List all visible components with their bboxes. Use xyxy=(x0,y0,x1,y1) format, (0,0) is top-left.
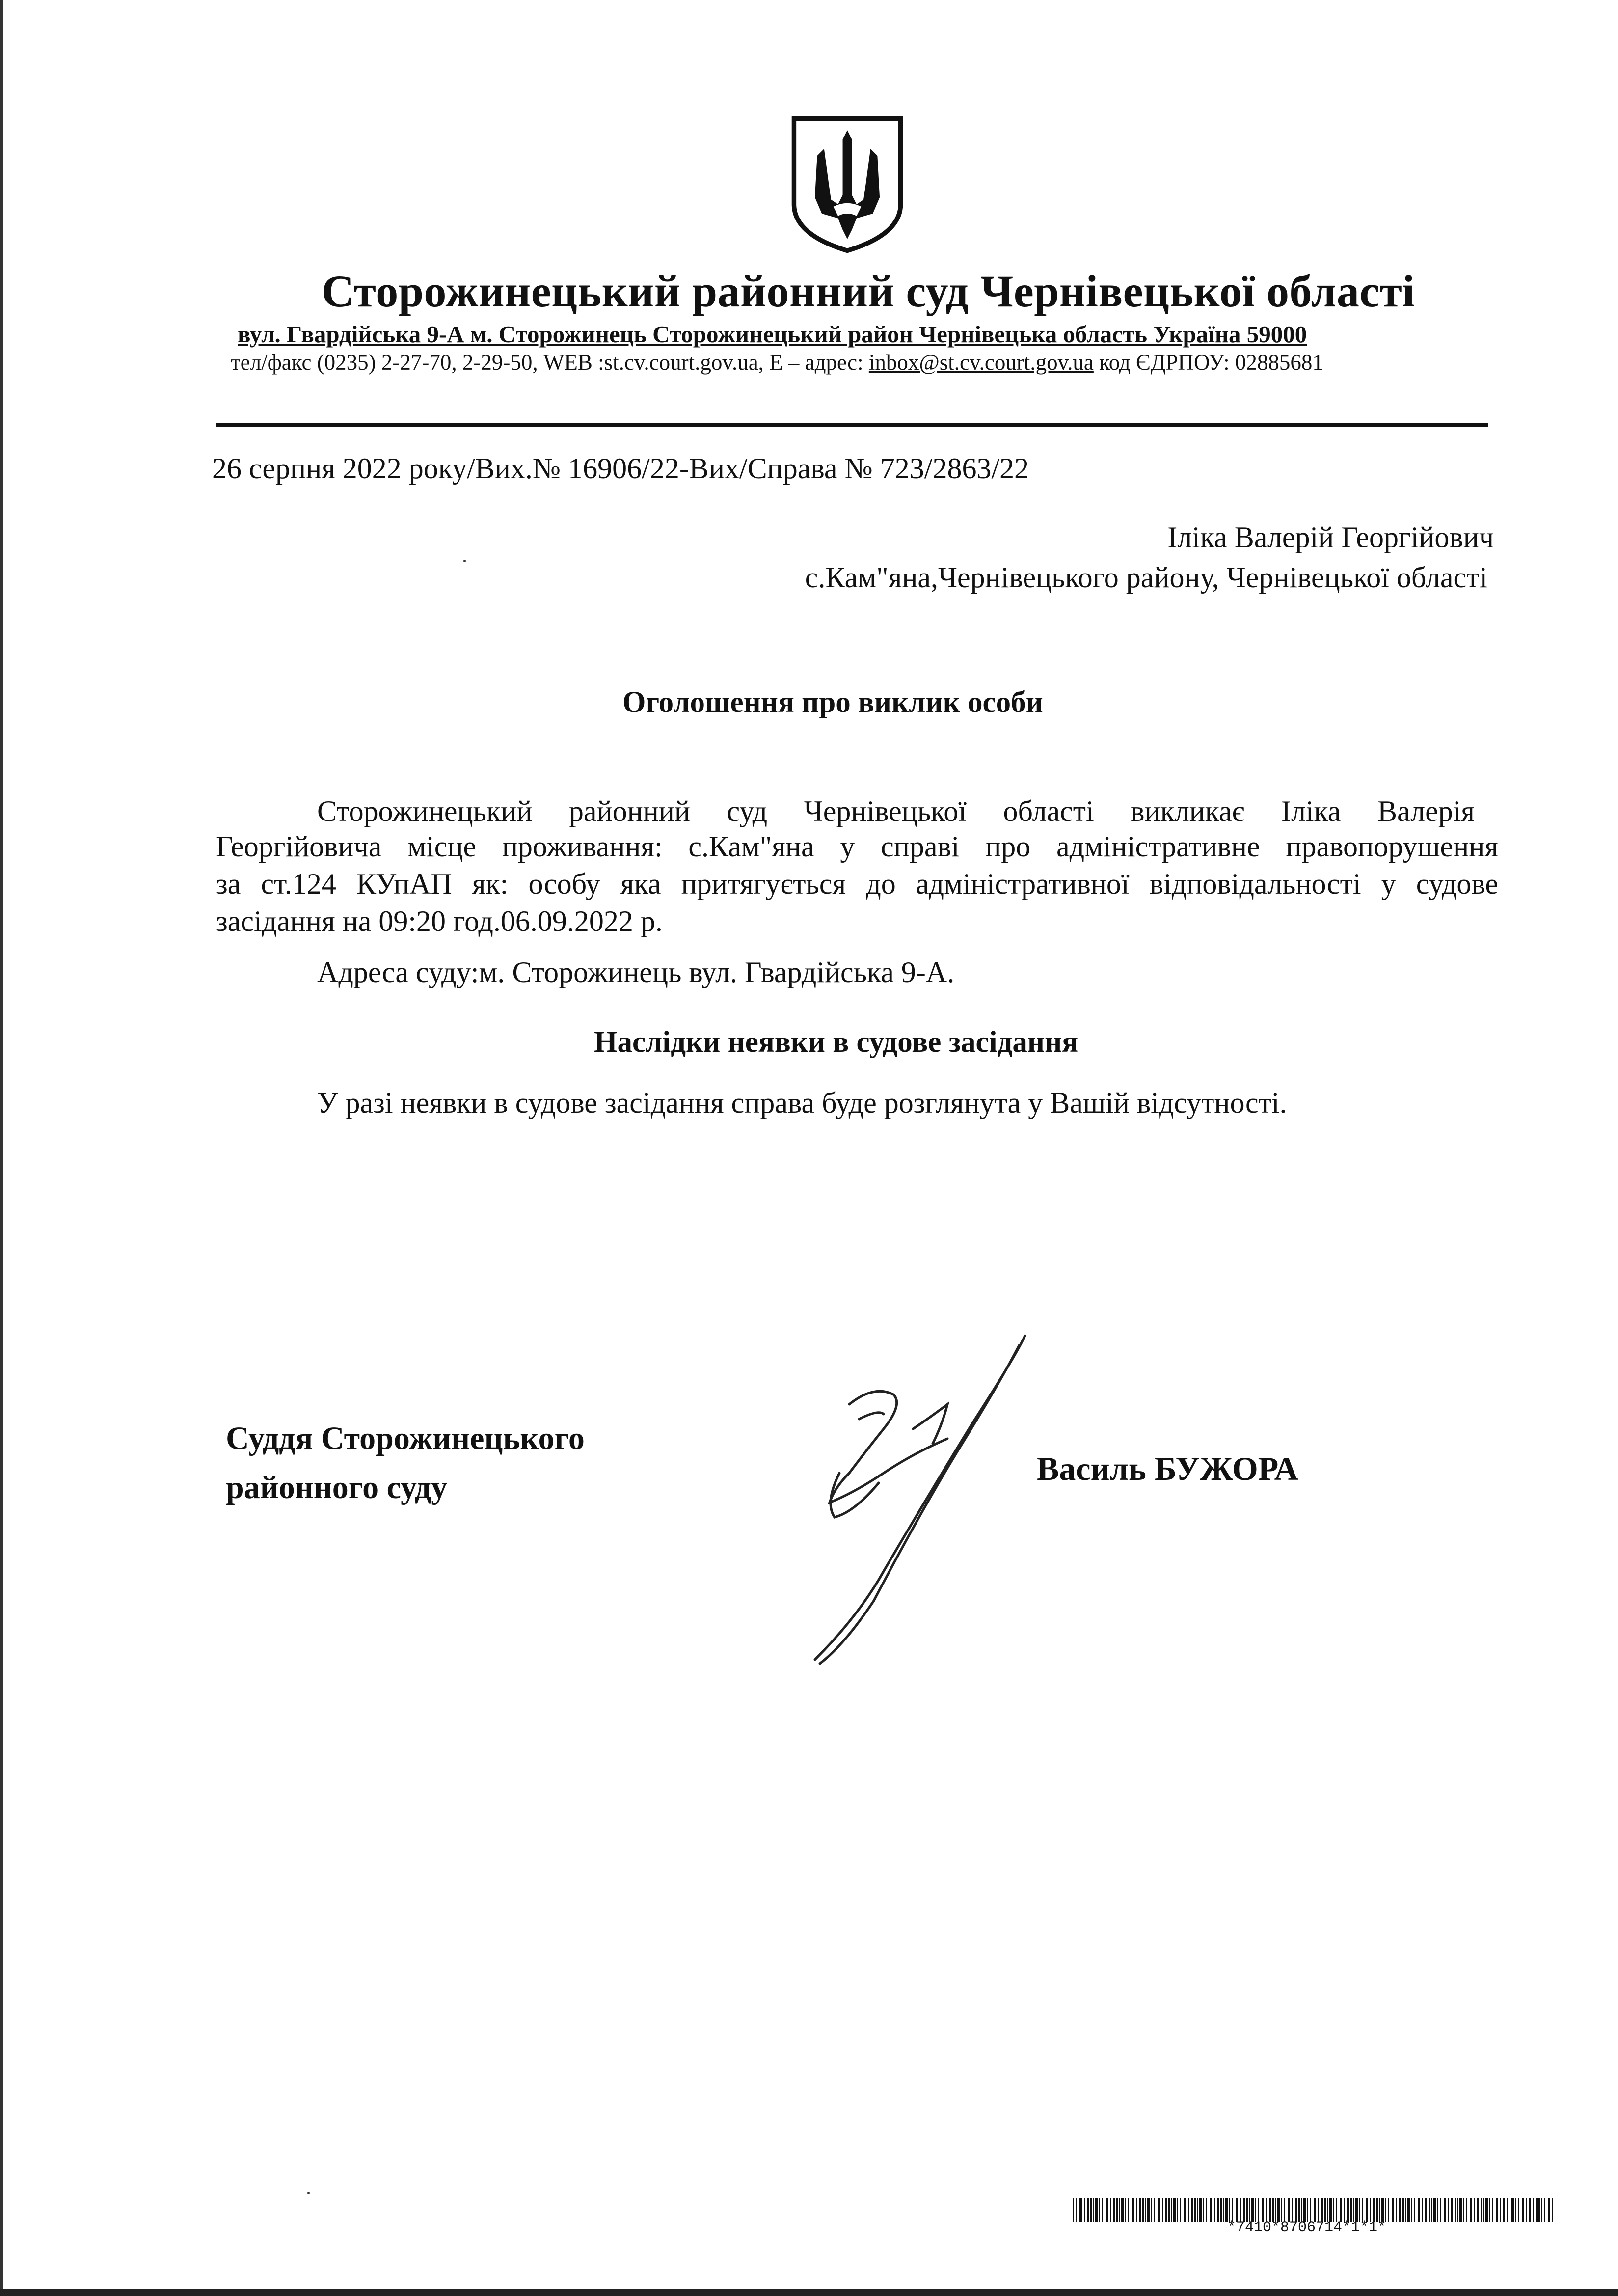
barcode-bar xyxy=(1191,2198,1193,2222)
notice-line-4: засідання на 09:20 год.06.09.2022 р. xyxy=(216,905,663,937)
barcode-bar xyxy=(1229,2198,1230,2222)
barcode-bar xyxy=(1533,2198,1534,2222)
barcode-bar xyxy=(1199,2198,1202,2222)
barcode-bar xyxy=(1079,2198,1082,2222)
barcode-bar xyxy=(1310,2198,1311,2222)
barcode-bar xyxy=(1474,2198,1475,2222)
barcode-bar xyxy=(1194,2198,1196,2222)
barcode-bar xyxy=(1483,2198,1484,2222)
barcode-bar xyxy=(1255,2198,1256,2222)
consequences-heading: Наслідки неявки в судове засідання xyxy=(594,1026,1079,1059)
barcode-bar xyxy=(1099,2198,1100,2222)
reference-line: 26 серпня 2022 року/Вих.№ 16906/22-Вих/Справа № 723/2863/22 xyxy=(212,452,1029,485)
barcode-bar xyxy=(1303,2198,1306,2222)
barcode-bar xyxy=(1106,2198,1108,2222)
barcode-bar xyxy=(1433,2198,1436,2222)
barcode-bar xyxy=(1444,2198,1446,2222)
contacts-text: тел/факс (0235) 2-27-70, 2-29-50, WEB :st.cv.court.gov.ua, E – адрес: xyxy=(231,350,869,375)
barcode-bar xyxy=(1251,2198,1254,2222)
barcode-bar xyxy=(1165,2198,1167,2222)
barcode-bar xyxy=(1492,2198,1493,2222)
barcode-bar xyxy=(1329,2198,1332,2222)
barcode-bar xyxy=(1154,2198,1155,2222)
court-title: Сторожинецький районний суд Чернівецької області xyxy=(322,266,1415,316)
barcode-bar xyxy=(1125,2198,1126,2222)
barcode-bar xyxy=(1073,2198,1074,2222)
barcode-bar xyxy=(1158,2198,1160,2222)
recipient-address: с.Кам"яна,Чернівецького району, Чернівецької області xyxy=(805,561,1487,594)
coat-of-arms-icon xyxy=(789,114,905,255)
barcode-bar xyxy=(1121,2198,1124,2222)
barcode-bar xyxy=(1511,2198,1514,2222)
barcode-bar xyxy=(1431,2198,1432,2222)
barcode-bar xyxy=(1402,2198,1404,2222)
barcode-bar xyxy=(1503,2198,1505,2222)
barcode-bar xyxy=(1366,2198,1368,2222)
barcode-bar xyxy=(1249,2198,1250,2222)
barcode-bar xyxy=(1407,2198,1410,2222)
scan-edge-bottom xyxy=(0,2289,1618,2296)
barcode-bar xyxy=(1496,2198,1498,2222)
barcode-bar xyxy=(1477,2198,1479,2222)
barcode-bar xyxy=(1405,2198,1406,2222)
signature-icon xyxy=(785,1326,1060,1669)
barcode-bar xyxy=(1536,2198,1537,2222)
barcode-bar xyxy=(1411,2198,1412,2222)
barcode-bar xyxy=(1396,2198,1397,2222)
barcode-bar xyxy=(1180,2198,1181,2222)
barcode-bar xyxy=(1210,2198,1212,2222)
barcode-bar xyxy=(1522,2198,1524,2222)
barcode-bar xyxy=(1466,2198,1467,2222)
consequences-text: У разі неявки в судове засідання справа буде розглянута у Вашій відсутності. xyxy=(317,1087,1287,1119)
barcode-bar xyxy=(1314,2198,1316,2222)
barcode-bar xyxy=(1093,2198,1094,2222)
edrpou-code: код ЄДРПОУ: 02885681 xyxy=(1093,350,1323,375)
barcode-bar xyxy=(1340,2198,1342,2222)
barcode-bar xyxy=(1116,2198,1118,2222)
barcode-bar xyxy=(1284,2198,1285,2222)
barcode-bar xyxy=(1381,2198,1384,2222)
barcode-bar xyxy=(1552,2198,1553,2222)
barcode-bar xyxy=(1269,2198,1271,2222)
barcode-bar xyxy=(1214,2198,1215,2222)
barcode-bar xyxy=(1414,2198,1415,2222)
barcode-bar xyxy=(1162,2198,1163,2222)
barcode-bar xyxy=(1102,2198,1103,2222)
barcode-bar xyxy=(1147,2198,1150,2222)
barcode-bar xyxy=(1373,2198,1375,2222)
barcode-bar xyxy=(1307,2198,1308,2222)
notice-heading: Оголошення про виклик особи xyxy=(622,686,1043,719)
barcode-number: *7410*8706714*1*1* xyxy=(1227,2219,1387,2236)
barcode-bar xyxy=(1350,2198,1352,2222)
barcode-bar xyxy=(1136,2198,1137,2222)
barcode-bar xyxy=(1515,2198,1516,2222)
barcode-bar xyxy=(1277,2198,1280,2222)
barcode-bar xyxy=(1240,2198,1241,2222)
recipient-name: Іліка Валерій Георгійович xyxy=(1167,521,1494,553)
barcode-bar xyxy=(1418,2198,1420,2222)
barcode-bar xyxy=(1217,2198,1219,2222)
barcode-bar xyxy=(1370,2198,1371,2222)
barcode-bar xyxy=(1333,2198,1334,2222)
barcode-bar xyxy=(1355,2198,1358,2222)
court-contacts xyxy=(231,350,1323,375)
barcode-bar xyxy=(1262,2198,1264,2222)
barcode-bar xyxy=(1236,2198,1238,2222)
barcode-bar xyxy=(1455,2198,1456,2222)
barcode-bar xyxy=(1321,2198,1323,2222)
barcode-bar xyxy=(1295,2198,1297,2222)
header-rule xyxy=(216,423,1488,427)
barcode-bar xyxy=(1318,2198,1319,2222)
barcode-bar xyxy=(1425,2198,1427,2222)
barcode-bar xyxy=(1548,2198,1550,2222)
barcode-bar xyxy=(1298,2198,1300,2222)
barcode-bar xyxy=(1422,2198,1423,2222)
scan-edge xyxy=(0,0,3,2296)
barcode-bar xyxy=(1184,2198,1186,2222)
barcode-bar xyxy=(1301,2198,1302,2222)
barcode-bar xyxy=(1359,2198,1360,2222)
barcode-bar xyxy=(1113,2198,1115,2222)
barcode-bar xyxy=(1481,2198,1482,2222)
barcode-bar xyxy=(1327,2198,1328,2222)
scan-speck xyxy=(463,560,466,562)
barcode-bar xyxy=(1385,2198,1386,2222)
court-address-line: Адреса суду:м. Сторожинець вул. Гвардійська 9-А. xyxy=(317,956,955,988)
barcode-bar xyxy=(1500,2198,1501,2222)
barcode-bar xyxy=(1485,2198,1488,2222)
barcode-bar xyxy=(1272,2198,1274,2222)
barcode-bar xyxy=(1188,2198,1189,2222)
barcode-bar xyxy=(1392,2198,1394,2222)
barcode-bar xyxy=(1429,2198,1430,2222)
barcode-bar xyxy=(1459,2198,1462,2222)
barcode-bar xyxy=(1463,2198,1464,2222)
barcode-bar xyxy=(1168,2198,1170,2222)
notice-line-1: Сторожинецький районний суд Чернівецької області викликає Іліка Валерія xyxy=(317,795,1475,827)
barcode-bar xyxy=(1243,2198,1245,2222)
email-link[interactable]: inbox@st.cv.court.gov.ua xyxy=(868,350,1094,375)
barcode-bar xyxy=(1353,2198,1354,2222)
barcode-bar xyxy=(1344,2198,1345,2222)
barcode-bar xyxy=(1324,2198,1326,2222)
barcode-bar xyxy=(1119,2198,1120,2222)
barcode-bar xyxy=(1489,2198,1490,2222)
barcode-bar xyxy=(1246,2198,1248,2222)
barcode-bar xyxy=(1151,2198,1152,2222)
judge-name: Василь БУЖОРА xyxy=(1037,1450,1298,1487)
judge-title xyxy=(226,1414,668,1512)
barcode-bar xyxy=(1128,2198,1129,2222)
barcode-bar xyxy=(1541,2198,1542,2222)
judge-title-line-1: Суддя Сторожинецького xyxy=(226,1421,585,1456)
barcode-bar xyxy=(1171,2198,1172,2222)
barcode-bar xyxy=(1376,2198,1378,2222)
barcode-bar xyxy=(1258,2198,1259,2222)
barcode-bar xyxy=(1087,2198,1089,2222)
barcode-bar xyxy=(1220,2198,1222,2222)
barcode-bar xyxy=(1529,2198,1531,2222)
barcode-bar xyxy=(1507,2198,1508,2222)
barcode-bar xyxy=(1451,2198,1453,2222)
notice-line-3: за ст.124 КУпАП як: особу яка притягується до адміністративної відповідальності у судове xyxy=(216,868,1498,900)
barcode-bar xyxy=(1110,2198,1111,2222)
barcode-bar xyxy=(1388,2198,1389,2222)
barcode-bar xyxy=(1537,2198,1540,2222)
barcode-bar xyxy=(1232,2198,1233,2222)
barcode-bar xyxy=(1437,2198,1438,2222)
barcode-bar xyxy=(1132,2198,1134,2222)
barcode-bar xyxy=(1197,2198,1198,2222)
barcode-bar xyxy=(1275,2198,1276,2222)
barcode-bar xyxy=(1347,2198,1349,2222)
barcode-bar xyxy=(1145,2198,1146,2222)
barcode-bar xyxy=(1095,2198,1098,2222)
barcode-bar xyxy=(1399,2198,1401,2222)
barcode-bar xyxy=(1225,2198,1228,2222)
barcode-bar xyxy=(1457,2198,1458,2222)
barcode-bar xyxy=(1203,2198,1204,2222)
barcode-bar xyxy=(1084,2198,1085,2222)
scan-speck xyxy=(307,2192,310,2194)
barcode-bar xyxy=(1448,2198,1449,2222)
notice-line-2: Георгійовича місце проживання: с.Кам"яна у справі про адміністративне правопорушення xyxy=(216,830,1498,863)
barcode-bar xyxy=(1292,2198,1293,2222)
barcode-bar xyxy=(1076,2198,1077,2222)
barcode-bar xyxy=(1139,2198,1141,2222)
barcode-bar xyxy=(1336,2198,1337,2222)
barcode-bar xyxy=(1090,2198,1092,2222)
barcode-bar xyxy=(1281,2198,1282,2222)
barcode-bar xyxy=(1206,2198,1207,2222)
barcode-bar xyxy=(1470,2198,1472,2222)
barcode-icon xyxy=(1073,2198,1555,2222)
barcode-bar xyxy=(1266,2198,1267,2222)
barcode-bar xyxy=(1142,2198,1144,2222)
court-address: вул. Гвардійська 9-А м. Сторожинець Сторожинецький район Чернівецька область Україна 59000 xyxy=(238,321,1307,348)
barcode-bar xyxy=(1288,2198,1290,2222)
barcode-bar xyxy=(1177,2198,1178,2222)
barcode-bar xyxy=(1173,2198,1176,2222)
barcode-bar xyxy=(1223,2198,1224,2222)
barcode-bar xyxy=(1518,2198,1519,2222)
barcode-bar xyxy=(1440,2198,1441,2222)
barcode-bar xyxy=(1379,2198,1380,2222)
judge-title-line-2: районного суду xyxy=(226,1470,448,1505)
barcode-bar xyxy=(1526,2198,1527,2222)
barcode-bar xyxy=(1362,2198,1363,2222)
barcode-bar xyxy=(1544,2198,1545,2222)
